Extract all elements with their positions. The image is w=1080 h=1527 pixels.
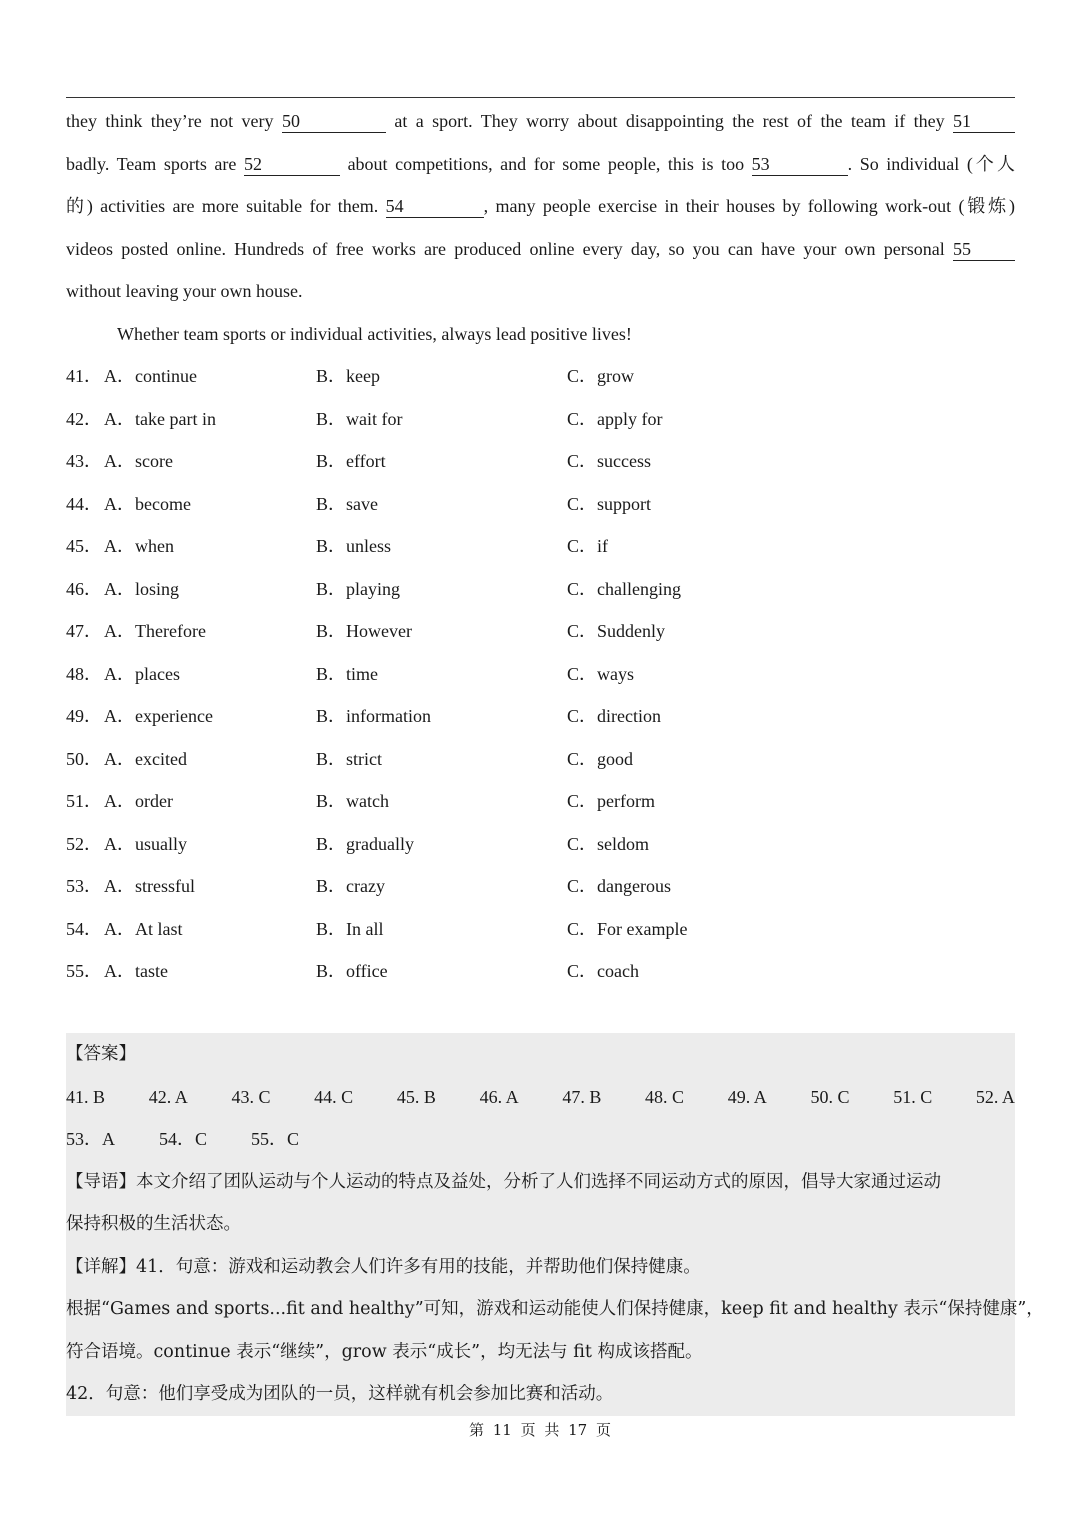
answer-keys-row-2 — [66, 1118, 1015, 1161]
option-b: B．time — [316, 663, 378, 684]
option-number: 43． — [66, 451, 102, 471]
answer-key: 46. A — [479, 1086, 519, 1107]
option-row — [66, 653, 1015, 696]
passage-text: at a sport. They worry about disappointing the rest of the team if they — [394, 111, 945, 131]
answer-key: 47. B — [562, 1086, 602, 1107]
option-row — [66, 355, 1015, 398]
option-a: A．when — [104, 536, 174, 556]
option-c: C．grow — [567, 366, 634, 386]
option-a: A．taste — [104, 961, 168, 981]
option-a: A．usually — [104, 833, 187, 854]
option-b: B．crazy — [316, 876, 385, 896]
option-row — [66, 738, 1015, 781]
option-a: A．experience — [104, 706, 213, 726]
passage-line-6: Whether team sports or individual activities, always lead positive lives! — [117, 323, 632, 344]
option-b: B．However — [316, 621, 412, 641]
option-number: 41． — [66, 366, 102, 386]
option-number: 44． — [66, 493, 102, 514]
option-number: 52． — [66, 833, 102, 854]
option-number: 54． — [66, 918, 102, 939]
answer-keys-row-1 — [66, 1076, 1015, 1119]
option-row — [66, 695, 1015, 738]
passage-line-1 — [66, 100, 1015, 143]
option-b: B．office — [316, 961, 388, 981]
cloze-passage — [66, 100, 1015, 355]
answer-key: 51. C — [893, 1086, 933, 1107]
answer-key: 44. C — [314, 1086, 354, 1107]
option-number: 42． — [66, 408, 102, 429]
guide-line-2: 保持积极的生活状态。 — [66, 1214, 241, 1234]
passage-line-2 — [66, 143, 1015, 186]
answer-key: 52. A — [975, 1086, 1015, 1107]
option-c: C．seldom — [567, 833, 650, 854]
option-a: A．take part in — [104, 408, 216, 429]
passage-text: badly. Team sports are — [66, 153, 237, 174]
blank-52: 52 — [244, 153, 340, 176]
detail-line-4: 42．句意：他们享受成为团队的一员，这样就有机会参加比赛和活动。 — [66, 1384, 614, 1404]
option-c: C．support — [567, 493, 652, 514]
passage-text: they think they’re not very — [66, 111, 274, 131]
passage-line-4 — [66, 228, 1015, 271]
option-number: 51． — [66, 791, 102, 811]
option-a: A．Therefore — [104, 621, 206, 641]
option-row — [66, 610, 1015, 653]
passage-text: , many people exercise in their houses by following work-out (锻炼) — [483, 196, 1015, 216]
option-c: C．apply for — [567, 408, 663, 429]
option-number: 47． — [66, 621, 102, 641]
option-a: A．losing — [104, 578, 180, 599]
option-c: C．dangerous — [567, 876, 671, 896]
option-row — [66, 908, 1015, 951]
option-a: A．score — [104, 451, 173, 471]
option-c: C．Suddenly — [567, 621, 666, 641]
option-c: C．if — [567, 536, 609, 556]
option-row — [66, 568, 1015, 611]
passage-text: 的) activities are more suitable for them. — [66, 196, 379, 216]
blank-55: 55 — [953, 238, 1015, 261]
detail-line-1: 【详解】41．句意：游戏和运动教会人们许多有用的技能，并帮助他们保持健康。 — [66, 1256, 701, 1277]
option-a: A．excited — [104, 748, 187, 769]
option-c: C．challenging — [567, 578, 681, 599]
page-footer: 第 11 页 共 17 页 — [468, 1421, 611, 1439]
answer-key: 42. A — [148, 1086, 188, 1107]
option-b: B．watch — [316, 791, 389, 811]
option-c: C．coach — [567, 961, 639, 981]
option-b: B．information — [316, 706, 431, 726]
option-b: B．gradually — [316, 833, 414, 854]
option-c: C．success — [567, 451, 651, 471]
option-b: B．strict — [316, 748, 382, 769]
option-b: B．effort — [316, 451, 386, 471]
option-row — [66, 440, 1015, 483]
answer-key: 54．C — [159, 1129, 208, 1149]
option-number: 53． — [66, 876, 102, 896]
option-a: A．order — [104, 791, 173, 811]
option-a: A．stressful — [104, 876, 195, 896]
passage-line-5: without leaving your own house. — [66, 281, 303, 301]
header-rule — [66, 97, 1015, 98]
passage-text: videos posted online. Hundreds of free works are produced online every day, so you can have your own personal — [66, 238, 945, 259]
blank-51: 51 — [953, 110, 1015, 133]
option-number: 50． — [66, 748, 102, 769]
option-number: 49． — [66, 706, 102, 726]
option-number: 48． — [66, 663, 102, 684]
option-a: A．places — [104, 663, 180, 684]
answer-key: 41. B — [66, 1086, 106, 1107]
option-number: 46． — [66, 578, 102, 599]
option-row — [66, 483, 1015, 526]
option-b: B．playing — [316, 578, 400, 599]
option-c: C．ways — [567, 663, 634, 684]
option-b: B．wait for — [316, 408, 403, 429]
answer-key: 48. C — [645, 1086, 685, 1107]
options-list — [66, 355, 1015, 993]
answer-key: 55．C — [251, 1129, 300, 1149]
option-number: 45． — [66, 536, 102, 556]
answer-key: 50. C — [810, 1086, 850, 1107]
option-row — [66, 950, 1015, 993]
option-c: C．For example — [567, 918, 688, 939]
option-b: B．unless — [316, 536, 392, 556]
blank-53: 53 — [752, 153, 848, 176]
option-c: C．perform — [567, 791, 655, 811]
option-b: B．save — [316, 493, 378, 514]
passage-text: . So individual (个人 — [847, 153, 1016, 174]
detail-line-2: 根据“Games and sports...fit and healthy”可知，游戏和运动能使人们保持健康，keep fit and healthy 表示“保持健康”， — [66, 1299, 1044, 1319]
detail-line-3: 符合语境。continue 表示“继续”，grow 表示“成长”，均无法与 fit 构成该搭配。 — [66, 1341, 703, 1362]
answer-heading: 【答案】 — [66, 1044, 136, 1064]
passage-text: about competitions, and for some people, this is too — [347, 153, 745, 174]
option-a: A．continue — [104, 366, 197, 386]
option-row — [66, 823, 1015, 866]
option-a: A．At last — [104, 918, 183, 939]
option-b: B．In all — [316, 918, 384, 939]
answer-key: 43. C — [231, 1086, 271, 1107]
guide-line-1: 【导语】本文介绍了团队运动与个人运动的特点及益处，分析了人们选择不同运动方式的原因，倡导大家通过运动 — [66, 1171, 941, 1192]
option-row — [66, 865, 1015, 908]
option-a: A．become — [104, 493, 191, 514]
option-c: C．good — [567, 748, 634, 769]
option-row — [66, 525, 1015, 568]
option-number: 55． — [66, 961, 102, 981]
blank-54: 54 — [386, 195, 484, 218]
option-row — [66, 398, 1015, 441]
answer-key: 53．A — [66, 1129, 115, 1149]
option-b: B．keep — [316, 366, 380, 386]
blank-50: 50 — [282, 110, 386, 133]
answer-section — [66, 1033, 1044, 1416]
answer-key: 49. A — [727, 1086, 767, 1107]
answer-key: 45. B — [396, 1086, 436, 1107]
option-row — [66, 780, 1015, 823]
option-c: C．direction — [567, 706, 661, 726]
passage-line-3 — [66, 185, 1015, 228]
